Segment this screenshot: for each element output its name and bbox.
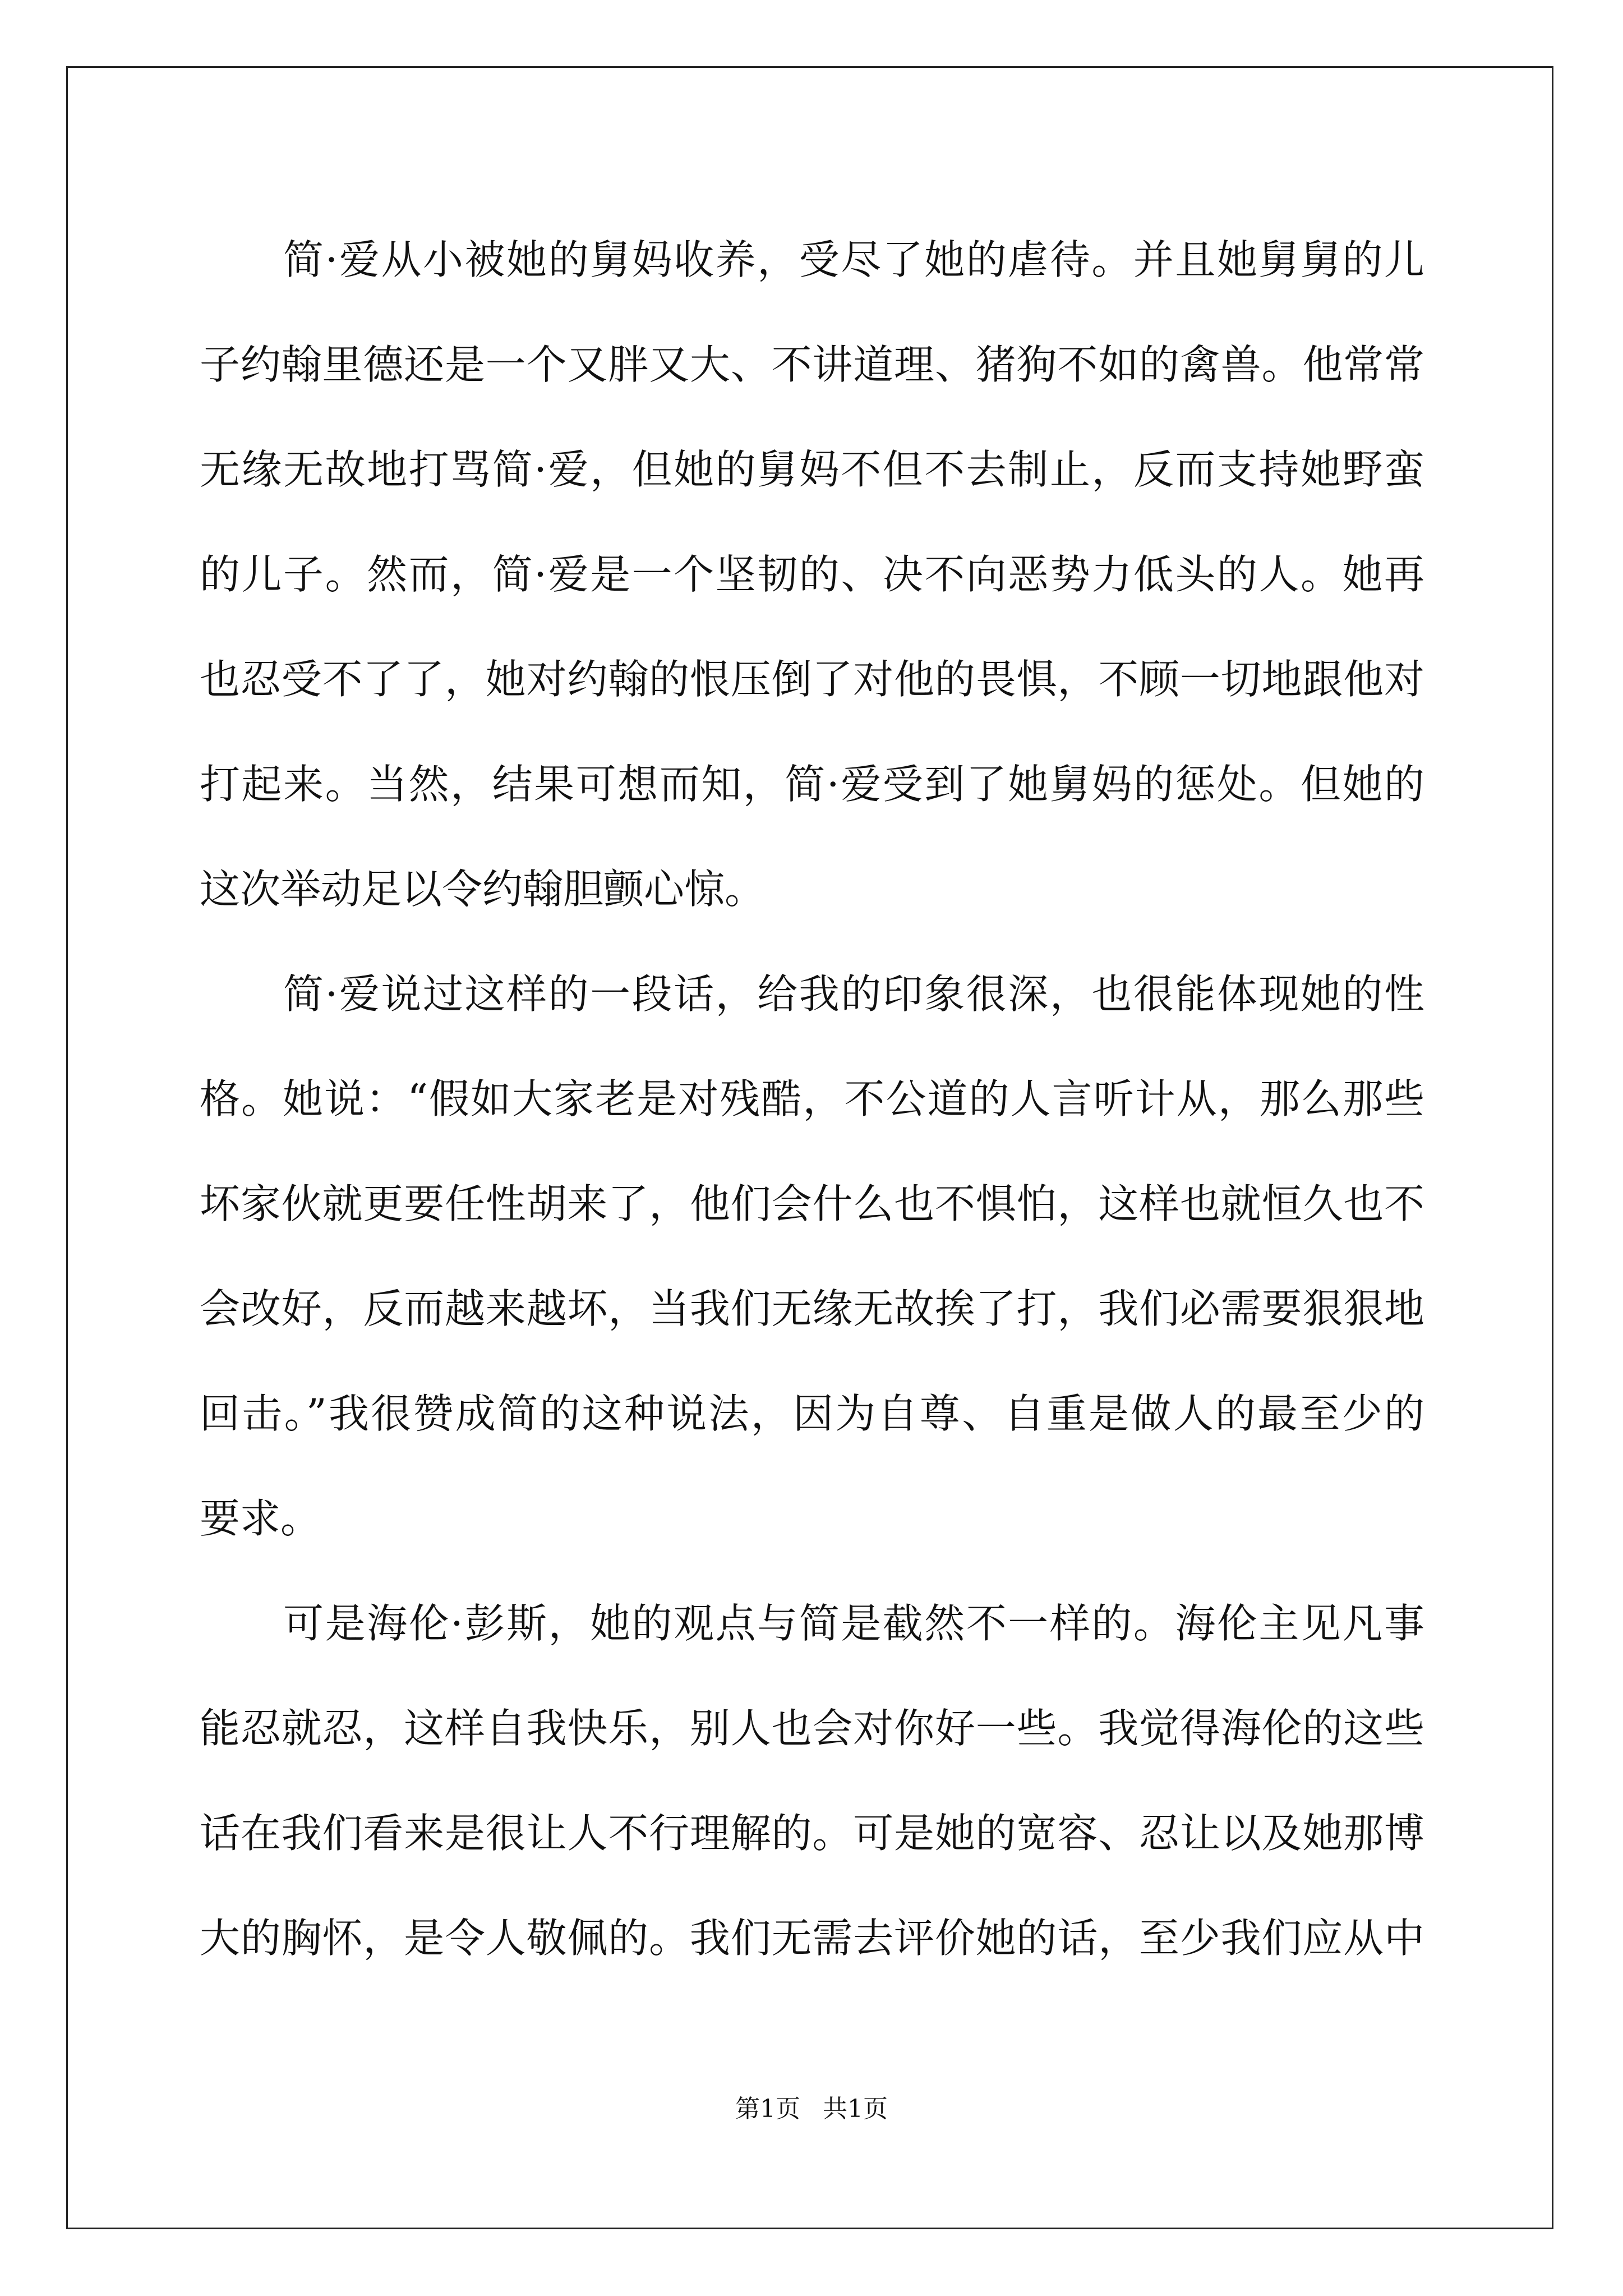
text-line: 打起来。当然，结果可想而知，简·爱受到了她舅妈的惩处。但她的 [200, 761, 1424, 808]
text-line: 这次举动足以令约翰胆颤心惊。 [200, 866, 766, 913]
text-line: 格。她说：“假如大家老是对残酷，不公道的人言听计从，那么那些 [200, 1075, 1424, 1122]
paragraph-2 [200, 942, 1424, 1571]
text-line: 会改好，反而越来越坏，当我们无缘无故挨了打，我们必需要狠狠地 [200, 1285, 1424, 1332]
text-line: 也忍受不了了，她对约翰的恨压倒了对他的畏惧，不顾一切地跟他对 [200, 656, 1424, 703]
text-line: 子约翰里德还是一个又胖又大、不讲道理、猪狗不如的禽兽。他常常 [200, 341, 1424, 388]
page-footer [0, 2092, 1623, 2126]
text-line: 能忍就忍，这样自我快乐，别人也会对你好一些。我觉得海伦的这些 [200, 1705, 1424, 1752]
paragraph-1 [200, 208, 1424, 942]
text-line: 话在我们看来是很让人不行理解的。可是她的宽容、忍让以及她那博 [200, 1810, 1424, 1857]
page-number: 第1页 [735, 2095, 800, 2123]
text-line: 简·爱说过这样的一段话，给我的印象很深，也很能体现她的性 [200, 970, 1424, 1018]
document-body [200, 208, 1424, 1991]
text-line: 可是海伦·彭斯，她的观点与简是截然不一样的。海伦主见凡事 [200, 1600, 1424, 1647]
text-line: 无缘无故地打骂简·爱，但她的舅妈不但不去制止，反而支持她野蛮 [200, 446, 1424, 493]
text-line: 简·爱从小被她的舅妈收养，受尽了她的虐待。并且她舅舅的儿 [200, 236, 1424, 283]
text-line: 回击。”我很赞成简的这种说法，因为自尊、自重是做人的最至少的 [200, 1390, 1424, 1437]
text-line: 要求。 [200, 1495, 321, 1542]
text-line: 大的胸怀，是令人敬佩的。我们无需去评价她的话，至少我们应从中 [200, 1915, 1424, 1962]
text-line: 坏家伙就更要任性胡来了，他们会什么也不惧怕，这样也就恒久也不 [200, 1180, 1424, 1227]
page-total: 共1页 [823, 2095, 888, 2123]
paragraph-3 [200, 1571, 1424, 1991]
text-line: 的儿子。然而，简·爱是一个坚韧的、决不向恶势力低头的人。她再 [200, 551, 1424, 598]
